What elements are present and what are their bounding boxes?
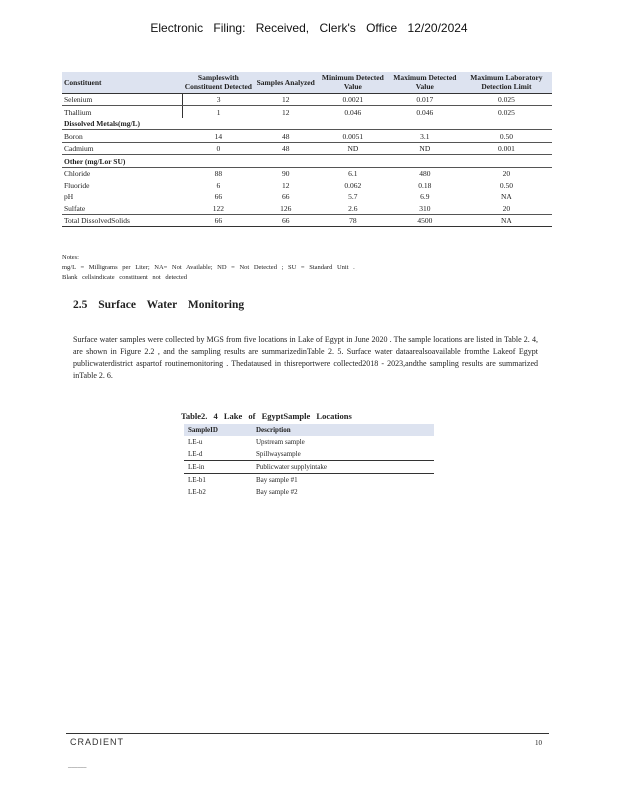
notes-line-1: mg/L = Milligrams per Liter; NA= Not Available; ND = Not Detected ; SU = Standard Unit . (62, 264, 355, 271)
constituent-table (62, 72, 552, 227)
table-row: LE-d Spillwaysample (184, 448, 434, 461)
table-row: Chloride 88 90 6.1 480 20 (64, 169, 511, 178)
section-paragraph: Surface water samples were collected by MGS from five locations in Lake of Egypt in June 2020 . The sample locations are listed in Table 2. 4, are shown in Figure 2.2 , and the sampling results are summarizedinTable 2. 5. Surface water dataarealsoavailable fromthe Lakeof Egypt publicwaterdistrict aspartof routinemonitoring . Thedataused in thisreportwere collected2018 - 2023,andthe sampling results are summarized inTable 2. 6. (73, 335, 538, 380)
section-row: Other (mg/Lor SU) (62, 155, 552, 168)
table-row: LE-in Publicwater supplyintake (184, 461, 434, 474)
table-header-row (184, 424, 434, 436)
col-max-detection-limit: Maximum Laboratory Detection Limit (461, 72, 552, 93)
table-row: LE-b1 Bay sample #1 (188, 476, 298, 484)
col-max-detected: Maximum Detected Value (389, 72, 461, 93)
notes-line-2: Blank cellsindicate constituent not detected (62, 274, 187, 281)
table-row: Thallium 1 12 0.046 0.046 0.025 (64, 107, 515, 117)
col-samples-analyzed: Samples Analyzed (255, 72, 317, 93)
table-header-row (62, 72, 552, 93)
table-row: LE-u Upstream sample (188, 438, 305, 446)
table-row: Sulfate 122 126 2.6 310 20 (62, 202, 552, 214)
notes-title: Notes: (62, 254, 79, 261)
filing-header: Electronic Filing: Received, Clerk's Office 12/20/2024 (150, 21, 468, 35)
page-number: 10 (535, 739, 542, 747)
table-row: Cadmium 0 48 ND ND 0.001 (62, 142, 552, 155)
table-notes (62, 253, 562, 283)
section-number: 2.5 (73, 299, 88, 311)
table-row: Boron 14 48 0.0051 3.1 0.50 (62, 130, 552, 143)
section-row: Dissolved Metals(mg/L) (62, 118, 552, 130)
footer-divider (66, 733, 549, 734)
col-constituent: Constituent (62, 72, 182, 93)
company-logo: CRADIENT (70, 737, 125, 747)
table-row: Selenium 3 12 0.0021 0.017 0.025 (62, 93, 552, 106)
section-title: Surface Water Monitoring (98, 299, 245, 311)
footer-fine-print: ▁▁▁▁▁▁ (68, 763, 87, 768)
sample-locations-table (184, 424, 434, 498)
table-row: pH 66 66 5.7 6.9 NA (64, 192, 512, 201)
col-description: Description (252, 424, 434, 436)
section-heading (73, 299, 244, 311)
table2-caption: Table2. 4 Lake of EgyptSample Locations (181, 411, 352, 421)
table-row: Fluoride 6 12 0.062 0.18 0.50 (64, 180, 513, 190)
col-min-detected: Minimum Detected Value (317, 72, 389, 93)
col-samples-detected: Sampleswith Constituent Detected (182, 72, 254, 93)
table-row: LE-b2 Bay sample #2 (188, 488, 298, 496)
col-sample-id: SampleID (184, 424, 252, 436)
table-row: Total DissolvedSolids 66 66 78 4500 NA (62, 214, 552, 227)
